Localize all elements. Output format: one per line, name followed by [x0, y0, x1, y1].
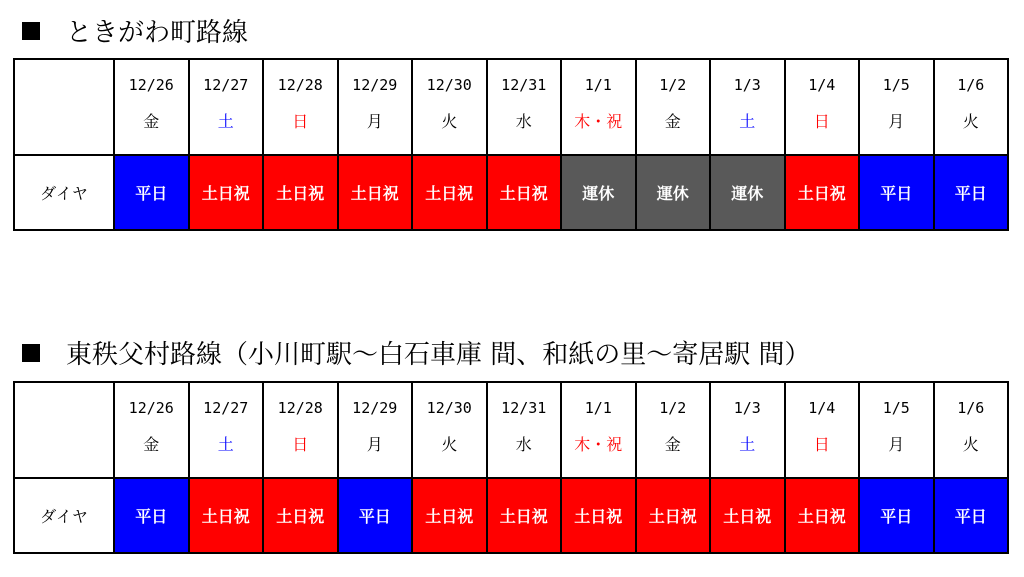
date-label: 12/29: [352, 399, 398, 417]
service-cell-holiday: 土日祝: [785, 478, 860, 553]
service-cell-weekday: 平日: [934, 155, 1009, 230]
date-label: 12/29: [352, 76, 398, 94]
date-header-cell: [710, 59, 785, 155]
date-label: 1/4: [808, 76, 836, 94]
service-cell-holiday: 土日祝: [263, 478, 338, 553]
date-header-cell: [412, 382, 487, 478]
date-header-row: [14, 382, 1008, 478]
date-label: 12/31: [501, 76, 547, 94]
day-of-week-label: 日: [292, 435, 309, 454]
date-header-cell: [859, 382, 934, 478]
date-label: 1/1: [584, 76, 612, 94]
date-label: 1/6: [957, 399, 985, 417]
day-of-week-label: 土: [217, 435, 234, 454]
service-cell-suspended: 運休: [561, 155, 636, 230]
section-title-text: ときがわ町路線: [66, 18, 249, 48]
day-of-week-label: 月: [888, 435, 905, 454]
date-label: 12/30: [426, 399, 472, 417]
date-label: 1/3: [733, 399, 761, 417]
day-of-week-label: 土: [739, 435, 756, 454]
day-of-week-label: 月: [366, 112, 383, 131]
day-of-week-label: 金: [664, 435, 681, 454]
date-label: 12/27: [203, 399, 249, 417]
service-cell-holiday: 土日祝: [487, 478, 562, 553]
service-cell-weekday: 平日: [338, 478, 413, 553]
date-label: 1/3: [733, 76, 761, 94]
date-header-cell: [710, 382, 785, 478]
section-title-text: 東秩父村路線（小川町駅～白石車庫 間、和紙の里～寄居駅 間）: [66, 340, 811, 370]
date-header-cell: [338, 59, 413, 155]
day-of-week-label: 水: [515, 112, 532, 131]
date-header-cell: [338, 382, 413, 478]
service-cell-holiday: 土日祝: [636, 478, 711, 553]
day-of-week-label: 日: [813, 435, 830, 454]
date-header-cell: [487, 382, 562, 478]
day-of-week-label: 金: [143, 112, 160, 131]
date-label: 1/6: [957, 76, 985, 94]
service-cell-holiday: 土日祝: [263, 155, 338, 230]
date-header-cell: [189, 382, 264, 478]
service-cell-weekday: 平日: [934, 478, 1009, 553]
date-label: 12/28: [277, 399, 323, 417]
date-header-cell: [561, 382, 636, 478]
date-header-cell: [934, 382, 1009, 478]
date-header-cell: [263, 382, 338, 478]
date-header-cell: [561, 59, 636, 155]
day-of-week-label: 木・祝: [574, 435, 623, 454]
service-cell-suspended: 運休: [636, 155, 711, 230]
corner-cell: [14, 59, 114, 155]
day-of-week-label: 火: [962, 435, 979, 454]
service-cell-holiday: 土日祝: [785, 155, 860, 230]
date-label: 12/26: [128, 399, 174, 417]
date-header-cell: [859, 59, 934, 155]
date-header-cell: [412, 59, 487, 155]
service-cell-holiday: 土日祝: [487, 155, 562, 230]
square-bullet-icon: [22, 344, 40, 362]
date-label: 1/2: [659, 76, 687, 94]
date-header-cell: [785, 382, 860, 478]
date-label: 12/30: [426, 76, 472, 94]
day-of-week-label: 土: [739, 112, 756, 131]
date-header-cell: [114, 59, 189, 155]
date-label: 12/28: [277, 76, 323, 94]
schedule-table-tokigawa: [13, 58, 1009, 231]
day-of-week-label: 土: [217, 112, 234, 131]
date-header-cell: [189, 59, 264, 155]
service-cell-holiday: 土日祝: [338, 155, 413, 230]
square-bullet-icon: [22, 22, 40, 40]
date-label: 12/31: [501, 399, 547, 417]
date-label: 1/1: [584, 399, 612, 417]
service-cell-weekday: 平日: [859, 478, 934, 553]
day-of-week-label: 金: [664, 112, 681, 131]
date-label: 1/2: [659, 399, 687, 417]
day-of-week-label: 日: [813, 112, 830, 131]
date-header-cell: [934, 59, 1009, 155]
date-header-cell: [636, 382, 711, 478]
date-header-cell: [785, 59, 860, 155]
date-header-cell: [487, 59, 562, 155]
date-label: 1/5: [882, 399, 910, 417]
service-cell-holiday: 土日祝: [561, 478, 636, 553]
date-header-row: [14, 59, 1008, 155]
date-header-cell: [114, 382, 189, 478]
date-label: 1/5: [882, 76, 910, 94]
date-header-cell: [636, 59, 711, 155]
day-of-week-label: 火: [962, 112, 979, 131]
schedule-table-higashichichibu: [13, 381, 1009, 554]
date-label: 1/4: [808, 399, 836, 417]
section-title-tokigawa: [22, 18, 248, 48]
date-label: 12/26: [128, 76, 174, 94]
date-label: 12/27: [203, 76, 249, 94]
section-title-higashichichibu: [22, 340, 811, 370]
service-cell-holiday: 土日祝: [189, 478, 264, 553]
service-cell-holiday: 土日祝: [412, 478, 487, 553]
corner-cell: [14, 382, 114, 478]
day-of-week-label: 月: [888, 112, 905, 131]
day-of-week-label: 木・祝: [574, 112, 623, 131]
service-cell-holiday: 土日祝: [412, 155, 487, 230]
service-cell-weekday: 平日: [859, 155, 934, 230]
service-row: [14, 478, 1008, 553]
day-of-week-label: 火: [441, 112, 458, 131]
date-header-cell: [263, 59, 338, 155]
day-of-week-label: 日: [292, 112, 309, 131]
service-cell-holiday: 土日祝: [189, 155, 264, 230]
service-cell-holiday: 土日祝: [710, 478, 785, 553]
service-cell-suspended: 運休: [710, 155, 785, 230]
day-of-week-label: 水: [515, 435, 532, 454]
day-of-week-label: 金: [143, 435, 160, 454]
service-cell-weekday: 平日: [114, 478, 189, 553]
day-of-week-label: 月: [366, 435, 383, 454]
service-row: [14, 155, 1008, 230]
row-label-diagram: ダイヤ: [14, 155, 114, 230]
day-of-week-label: 火: [441, 435, 458, 454]
row-label-diagram: ダイヤ: [14, 478, 114, 553]
service-cell-weekday: 平日: [114, 155, 189, 230]
